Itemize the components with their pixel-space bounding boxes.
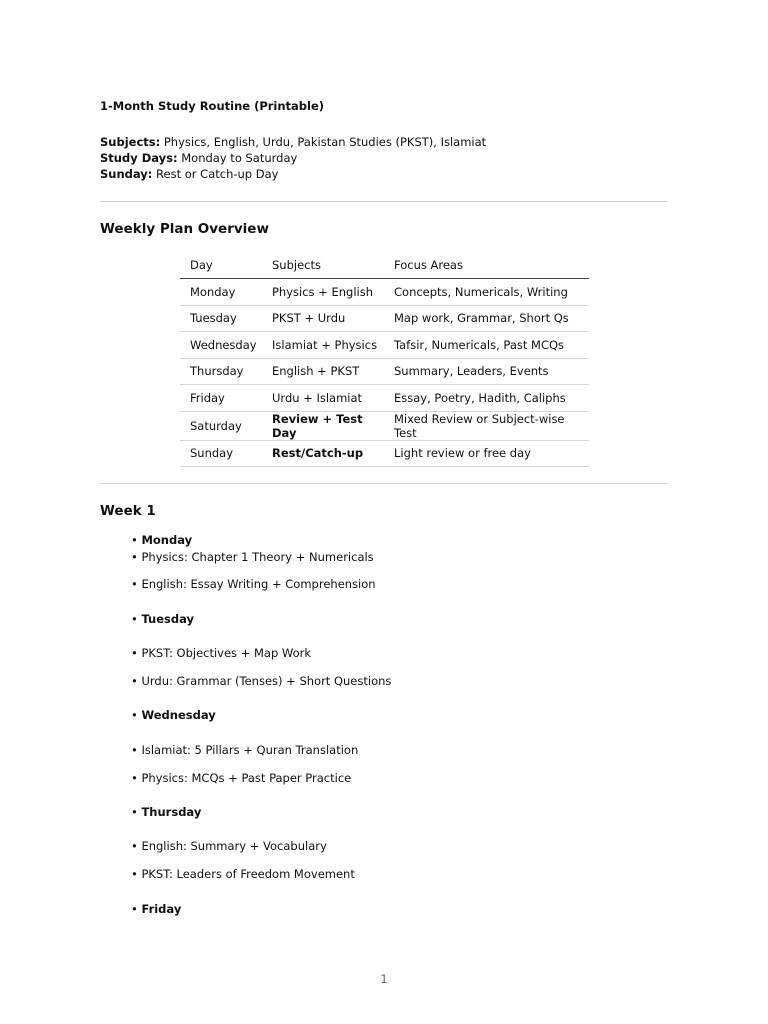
list-item-text: Physics: Chapter 1 Theory + Numericals — [141, 550, 374, 564]
weekly-plan-table — [180, 252, 589, 467]
list-item-text: English: Summary + Vocabulary — [141, 839, 327, 853]
page-number: 1 — [380, 972, 388, 986]
list-item-text: Urdu: Grammar (Tenses) + Short Questions — [141, 674, 392, 688]
day-label: Wednesday — [141, 708, 216, 722]
bullet: • — [131, 550, 138, 564]
cell-subjects: English + PKST — [262, 358, 384, 385]
bullet: • — [131, 577, 138, 591]
bullet: • — [131, 533, 138, 547]
list-item-text: PKST: Objectives + Map Work — [141, 646, 312, 660]
cell-day: Wednesday — [180, 332, 262, 359]
list-item-text: Islamiat: 5 Pillars + Quran Translation — [141, 743, 359, 757]
meta-study-days — [100, 150, 486, 166]
column-header-focus-areas: Focus Areas — [384, 252, 589, 279]
document-meta — [100, 134, 486, 182]
table-row — [180, 358, 589, 385]
bullet: • — [131, 902, 138, 916]
day-heading-tuesday — [131, 612, 194, 626]
list-item — [131, 839, 327, 853]
table-row — [180, 332, 589, 359]
cell-focus-areas: Map work, Grammar, Short Qs — [384, 305, 589, 332]
day-heading-friday — [131, 902, 181, 916]
day-label: Friday — [141, 902, 182, 916]
bullet: • — [131, 771, 138, 785]
column-header-day: Day — [180, 252, 262, 279]
bullet: • — [131, 867, 138, 881]
cell-focus-areas: Essay, Poetry, Hadith, Caliphs — [384, 385, 589, 412]
cell-focus-areas: Tafsir, Numericals, Past MCQs — [384, 332, 589, 359]
weekly-plan-heading: Weekly Plan Overview — [100, 221, 269, 237]
meta-label: Subjects: — [100, 135, 161, 149]
day-label: Monday — [141, 533, 193, 547]
bullet: • — [131, 646, 138, 660]
bullet: • — [131, 674, 138, 688]
cell-subjects: Rest/Catch-up — [262, 440, 384, 467]
cell-day: Thursday — [180, 358, 262, 385]
table-row — [180, 411, 589, 440]
cell-subjects: Islamiat + Physics — [262, 332, 384, 359]
cell-subjects: PKST + Urdu — [262, 305, 384, 332]
list-item-text: English: Essay Writing + Comprehension — [141, 577, 376, 591]
week-1-heading: Week 1 — [100, 503, 156, 519]
divider — [100, 201, 667, 202]
meta-value: Physics, English, Urdu, Pakistan Studies (PKST), Islamiat — [163, 135, 487, 149]
list-item-text: PKST: Leaders of Freedom Movement — [141, 867, 355, 881]
bullet: • — [131, 805, 138, 819]
cell-day: Sunday — [180, 440, 262, 467]
day-label: Tuesday — [141, 612, 195, 626]
list-item-text: Physics: MCQs + Past Paper Practice — [141, 771, 352, 785]
document-title: 1-Month Study Routine (Printable) — [100, 99, 325, 113]
meta-subjects — [100, 134, 486, 150]
cell-subjects: Review + Test Day — [262, 411, 384, 440]
day-heading-wednesday — [131, 708, 216, 722]
meta-label: Study Days: — [100, 151, 178, 165]
list-item — [131, 550, 374, 564]
cell-focus-areas: Light review or free day — [384, 440, 589, 467]
cell-subjects: Physics + English — [262, 279, 384, 306]
list-item — [131, 743, 358, 757]
list-item — [131, 771, 351, 785]
list-item — [131, 867, 355, 881]
divider — [100, 483, 667, 484]
table-header-row — [180, 252, 589, 279]
day-label: Thursday — [141, 805, 202, 819]
cell-focus-areas: Mixed Review or Subject-wise Test — [384, 411, 589, 440]
bullet: • — [131, 743, 138, 757]
bullet: • — [131, 612, 138, 626]
meta-value: Rest or Catch-up Day — [156, 167, 279, 181]
meta-label: Sunday: — [100, 167, 153, 181]
list-item — [131, 674, 391, 688]
list-item — [131, 646, 311, 660]
list-item — [131, 577, 376, 591]
day-heading-monday — [131, 533, 192, 547]
cell-day: Monday — [180, 279, 262, 306]
cell-subjects: Urdu + Islamiat — [262, 385, 384, 412]
column-header-subjects: Subjects — [262, 252, 384, 279]
cell-day: Tuesday — [180, 305, 262, 332]
cell-focus-areas: Concepts, Numericals, Writing — [384, 279, 589, 306]
cell-day: Saturday — [180, 411, 262, 440]
table-row — [180, 305, 589, 332]
meta-value: Monday to Saturday — [181, 151, 298, 165]
bullet: • — [131, 839, 138, 853]
cell-day: Friday — [180, 385, 262, 412]
table-row — [180, 440, 589, 467]
table-row — [180, 385, 589, 412]
cell-focus-areas: Summary, Leaders, Events — [384, 358, 589, 385]
bullet: • — [131, 708, 138, 722]
table-row — [180, 279, 589, 306]
meta-sunday — [100, 166, 486, 182]
day-heading-thursday — [131, 805, 201, 819]
